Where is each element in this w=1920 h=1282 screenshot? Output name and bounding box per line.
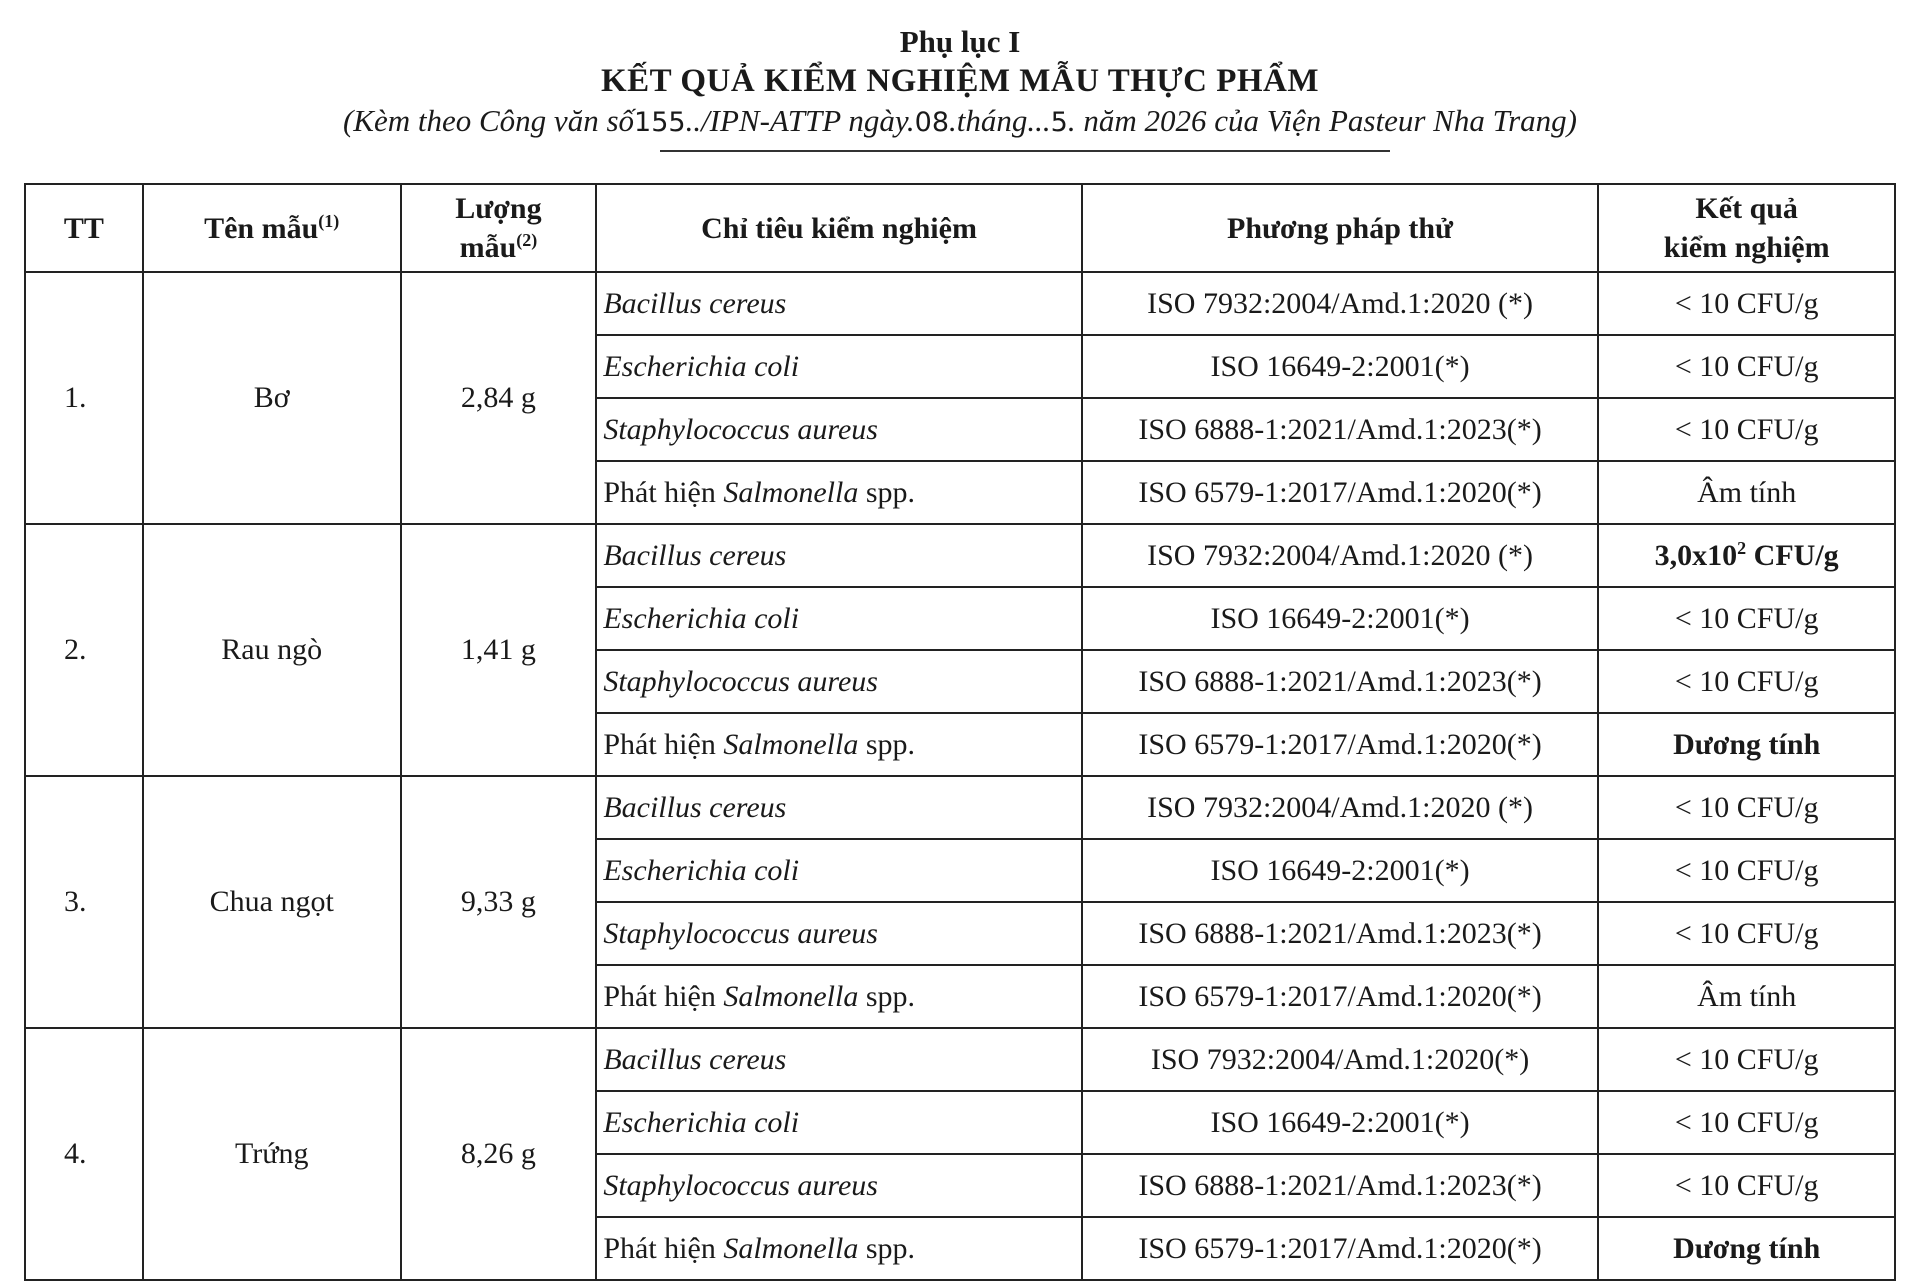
subtitle-suffix: năm 2026 của Viện Pasteur Nha Trang) — [1083, 103, 1577, 138]
test-result: < 10 CFU/g — [1598, 272, 1895, 335]
test-result: < 10 CFU/g — [1598, 902, 1895, 965]
subtitle-mid1: /IPN-ATTP ngày — [701, 103, 907, 138]
sample-name: Trứng — [143, 1028, 401, 1280]
test-criterion: Bacillus cereus — [596, 776, 1081, 839]
day-handwritten: 08 — [914, 107, 949, 138]
test-method: ISO 7932:2004/Amd.1:2020 (*) — [1082, 776, 1599, 839]
test-result: < 10 CFU/g — [1598, 1091, 1895, 1154]
test-criterion: Phát hiện Salmonella spp. — [596, 713, 1081, 776]
test-result: $3,0x10^2$ CFU/g — [1598, 524, 1895, 587]
test-criterion: Phát hiện Salmonella spp. — [596, 1217, 1081, 1280]
sample-quantity: 2,84 g — [401, 272, 597, 524]
test-method: ISO 16649-2:2001(*) — [1082, 335, 1599, 398]
test-criterion: Staphylococcus aureus — [596, 398, 1081, 461]
test-criterion: Bacillus cereus — [596, 524, 1081, 587]
test-result: < 10 CFU/g — [1598, 839, 1895, 902]
test-criterion: Phát hiện Salmonella spp. — [596, 461, 1081, 524]
header-sample-name: Tên mẫu$^{(1)}$ — [143, 184, 401, 272]
header-row — [25, 184, 1895, 272]
test-criterion: Bacillus cereus — [596, 272, 1081, 335]
header-result: Kết quả kiểm nghiệm — [1598, 184, 1895, 272]
test-result: < 10 CFU/g — [1598, 776, 1895, 839]
table-row — [25, 776, 1895, 839]
test-method: ISO 16649-2:2001(*) — [1082, 839, 1599, 902]
results-table — [24, 183, 1896, 1281]
doc-number-handwritten: 155 — [634, 107, 686, 138]
table-row — [25, 524, 1895, 587]
test-criterion: Phát hiện Salmonella spp. — [596, 965, 1081, 1028]
sample-quantity: 9,33 g — [401, 776, 597, 1028]
header-method: Phương pháp thử — [1082, 184, 1599, 272]
document-subtitle: (Kèm theo Công văn số155../IPN-ATTP ngày.08.tháng...5. năm 2026 của Viện Pasteur Nha Trang) — [342, 103, 1577, 138]
table-row — [25, 1028, 1895, 1091]
test-result: Âm tính — [1598, 461, 1895, 524]
test-method: ISO 6579-1:2017/Amd.1:2020(*) — [1082, 713, 1599, 776]
sample-quantity: 8,26 g — [401, 1028, 597, 1280]
sample-index: 2. — [25, 524, 143, 776]
test-method: ISO 6579-1:2017/Amd.1:2020(*) — [1082, 461, 1599, 524]
test-method: ISO 7932:2004/Amd.1:2020(*) — [1082, 1028, 1599, 1091]
test-result: < 10 CFU/g — [1598, 587, 1895, 650]
sample-quantity: 1,41 g — [401, 524, 597, 776]
test-method: ISO 6579-1:2017/Amd.1:2020(*) — [1082, 1217, 1599, 1280]
test-method: ISO 6888-1:2021/Amd.1:2023(*) — [1082, 650, 1599, 713]
test-method: ISO 7932:2004/Amd.1:2020 (*) — [1082, 272, 1599, 335]
sample-name: Rau ngò — [143, 524, 401, 776]
subtitle-mid2: tháng — [956, 103, 1028, 138]
document-title: KẾT QUẢ KIỂM NGHIỆM MẪU THỰC PHẨM — [600, 63, 1320, 99]
sample-name: Chua ngọt — [143, 776, 401, 1028]
sample-name: Bơ — [143, 272, 401, 524]
test-criterion: Escherichia coli — [596, 839, 1081, 902]
test-criterion: Staphylococcus aureus — [596, 1154, 1081, 1217]
test-method: ISO 16649-2:2001(*) — [1082, 1091, 1599, 1154]
test-result: Dương tính — [1598, 1217, 1895, 1280]
month-handwritten: 5 — [1050, 107, 1068, 138]
test-result: < 10 CFU/g — [1598, 1154, 1895, 1217]
test-criterion: Escherichia coli — [596, 335, 1081, 398]
test-result: < 10 CFU/g — [1598, 398, 1895, 461]
test-result: Âm tính — [1598, 965, 1895, 1028]
test-method: ISO 16649-2:2001(*) — [1082, 587, 1599, 650]
test-method: ISO 6888-1:2021/Amd.1:2023(*) — [1082, 1154, 1599, 1217]
test-criterion: Escherichia coli — [596, 1091, 1081, 1154]
test-result: Dương tính — [1598, 713, 1895, 776]
header-criteria: Chỉ tiêu kiểm nghiệm — [596, 184, 1081, 272]
sample-index: 3. — [25, 776, 143, 1028]
subtitle-prefix: (Kèm theo Công văn số — [342, 103, 635, 138]
test-criterion: Staphylococcus aureus — [596, 650, 1081, 713]
appendix-label: Phụ lục I — [899, 24, 1021, 59]
header-sample-quantity: Lượng mẫu$^{(2)}$ — [401, 184, 597, 272]
test-result: < 10 CFU/g — [1598, 1028, 1895, 1091]
test-criterion: Bacillus cereus — [596, 1028, 1081, 1091]
test-method: ISO 6579-1:2017/Amd.1:2020(*) — [1082, 965, 1599, 1028]
test-result: < 10 CFU/g — [1598, 335, 1895, 398]
subtitle-underline — [660, 150, 1390, 152]
test-method: ISO 6888-1:2021/Amd.1:2023(*) — [1082, 398, 1599, 461]
table-row — [25, 272, 1895, 335]
test-criterion: Staphylococcus aureus — [596, 902, 1081, 965]
sample-index: 4. — [25, 1028, 143, 1280]
header-tt: TT — [25, 184, 143, 272]
test-criterion: Escherichia coli — [596, 587, 1081, 650]
test-method: ISO 7932:2004/Amd.1:2020 (*) — [1082, 524, 1599, 587]
sample-index: 1. — [25, 272, 143, 524]
test-result: < 10 CFU/g — [1598, 650, 1895, 713]
test-method: ISO 6888-1:2021/Amd.1:2023(*) — [1082, 902, 1599, 965]
